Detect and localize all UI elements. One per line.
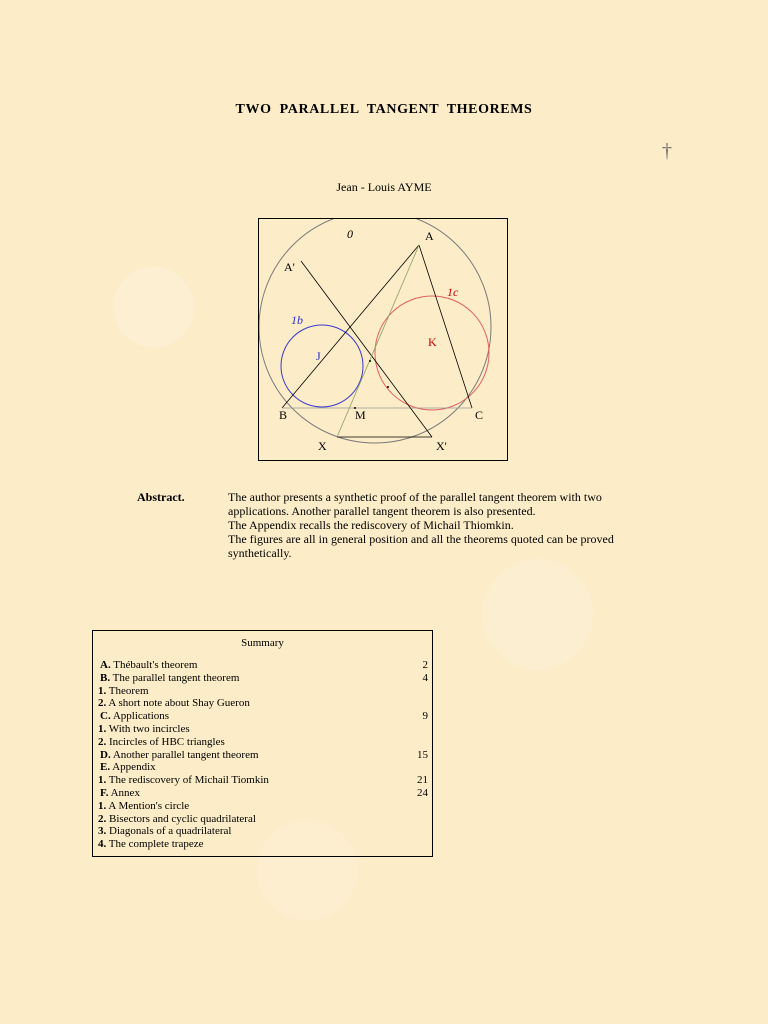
page-number: 2 (422, 659, 428, 671)
summary-row: 1. The rediscovery of Michail Tiomkin 21 (98, 774, 428, 787)
label-X: X (318, 439, 327, 453)
page-number: 24 (417, 786, 428, 799)
figure-diagram (259, 219, 509, 462)
label-B: B (279, 408, 288, 422)
label-A: A (425, 229, 434, 243)
page-number: 4 (422, 671, 428, 684)
label-M: M (355, 408, 366, 422)
point-mark (387, 386, 389, 388)
point-mark (369, 360, 371, 362)
summary-row: 2. Bisectors and cyclic quadrilateral (98, 812, 256, 825)
label-K: K (428, 335, 437, 349)
summary-row: 1. Theorem (98, 684, 149, 697)
summary-row: E. Appendix (100, 761, 156, 774)
label-X-prime: X' (436, 439, 447, 453)
summary-box (92, 630, 433, 857)
circumcircle (259, 219, 491, 443)
geometry-figure (258, 218, 508, 461)
author-name: Jean - Louis AYME (336, 180, 432, 194)
incircle-1c (375, 296, 489, 410)
label-O: 0 (347, 227, 353, 241)
summary-row: B. The parallel tangent theorem 4 (100, 671, 428, 684)
abstract-line: The author presents a synthetic proof of the parallel tangent theorem with two (228, 490, 602, 504)
summary-row: 2. Incircles of HBC triangles (98, 735, 225, 748)
summary-list (98, 659, 428, 851)
page-number: 21 (417, 774, 428, 787)
summary-row: 1. A Mention's circle (98, 799, 190, 812)
abstract-line: synthetically. (228, 546, 292, 560)
abstract-text (228, 490, 658, 560)
page-number: 9 (422, 710, 428, 723)
summary-row: 4. The complete trapeze (98, 838, 204, 851)
page-title: TWO PARALLEL TANGENT THEOREMS (235, 102, 533, 117)
summary-row: D. Another parallel tangent theorem 15 (100, 748, 428, 761)
summary-title: Summary (241, 637, 284, 649)
label-A-prime: A' (284, 260, 295, 274)
summary-row: 2. A short note about Shay Gueron (98, 697, 250, 710)
summary-row: F. Annex 24 (100, 786, 428, 799)
summary-row: 3. Diagonals of a quadrilateral (98, 825, 232, 838)
summary-row: C. Applications 9 (100, 710, 428, 723)
abstract-line: The figures are all in general position and all the theorems quoted can be proved (228, 532, 614, 546)
summary-row: 1. With two incircles (98, 722, 190, 735)
summary-row: A. Thébault's theorem 2 (100, 659, 428, 671)
abstract-label: Abstract. (137, 490, 185, 504)
line-AC (419, 245, 472, 408)
abstract-line: The Appendix recalls the rediscovery of Michail Thiomkin. (228, 518, 514, 532)
label-C: C (475, 408, 484, 422)
label-1c: 1c (447, 285, 459, 299)
label-J: J (316, 349, 321, 363)
abstract-line: applications. Another parallel tangent theorem is also presented. (228, 504, 536, 518)
page-number: 15 (417, 748, 428, 761)
label-1b: 1b (291, 313, 303, 327)
dagger-symbol: † (662, 140, 672, 162)
